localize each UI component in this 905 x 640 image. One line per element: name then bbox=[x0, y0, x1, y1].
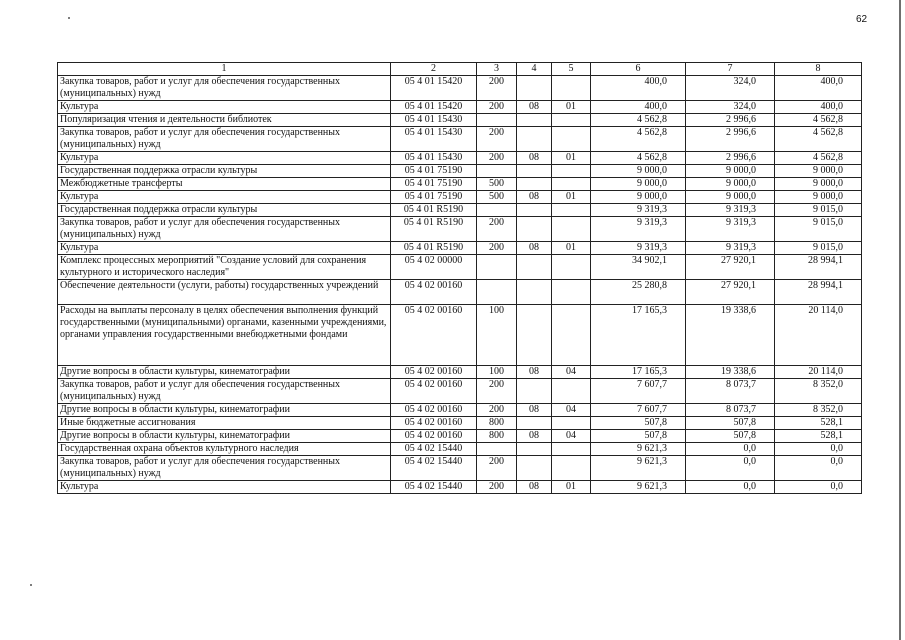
amount-cell: 25 280,8 bbox=[591, 280, 686, 305]
column-header: 1 bbox=[58, 63, 391, 76]
amount-cell: 4 562,8 bbox=[591, 114, 686, 127]
amount-cell: 9 000,0 bbox=[686, 191, 775, 204]
expense-type-cell bbox=[477, 255, 517, 280]
expense-type-cell bbox=[477, 114, 517, 127]
target-code-cell: 05 4 01 75190 bbox=[391, 191, 477, 204]
amount-cell: 2 996,6 bbox=[686, 152, 775, 165]
expense-type-cell: 200 bbox=[477, 404, 517, 417]
row-name-cell: Другие вопросы в области культуры, кинематографии bbox=[58, 430, 391, 443]
page-number: 62 bbox=[856, 14, 868, 25]
amount-cell: 0,0 bbox=[686, 443, 775, 456]
amount-cell: 0,0 bbox=[686, 456, 775, 481]
section-cell bbox=[517, 178, 552, 191]
row-name-cell: Закупка товаров, работ и услуг для обеспечения государственных (муниципальных) нужд bbox=[58, 76, 391, 101]
page-edge-line bbox=[899, 0, 901, 640]
table-row bbox=[58, 379, 862, 404]
expense-type-cell bbox=[477, 280, 517, 305]
amount-cell: 34 902,1 bbox=[591, 255, 686, 280]
amount-cell: 507,8 bbox=[686, 430, 775, 443]
amount-cell: 4 562,8 bbox=[775, 127, 862, 152]
amount-cell: 9 000,0 bbox=[775, 191, 862, 204]
amount-cell: 7 607,7 bbox=[591, 379, 686, 404]
amount-cell: 9 000,0 bbox=[686, 178, 775, 191]
amount-cell: 8 352,0 bbox=[775, 404, 862, 417]
amount-cell: 8 073,7 bbox=[686, 404, 775, 417]
budget-table bbox=[57, 62, 862, 494]
section-cell bbox=[517, 204, 552, 217]
table-row bbox=[58, 305, 862, 366]
target-code-cell: 05 4 02 00160 bbox=[391, 430, 477, 443]
target-code-cell: 05 4 02 00160 bbox=[391, 404, 477, 417]
expense-type-cell: 200 bbox=[477, 217, 517, 242]
column-header: 3 bbox=[477, 63, 517, 76]
expense-type-cell bbox=[477, 204, 517, 217]
section-cell bbox=[517, 165, 552, 178]
expense-type-cell: 200 bbox=[477, 101, 517, 114]
section-cell: 08 bbox=[517, 191, 552, 204]
row-name-cell: Культура bbox=[58, 191, 391, 204]
subsection-cell bbox=[552, 165, 591, 178]
amount-cell: 28 994,1 bbox=[775, 280, 862, 305]
amount-cell: 9 319,3 bbox=[686, 204, 775, 217]
amount-cell: 9 000,0 bbox=[591, 165, 686, 178]
section-cell bbox=[517, 217, 552, 242]
expense-type-cell bbox=[477, 165, 517, 178]
subsection-cell bbox=[552, 379, 591, 404]
amount-cell: 0,0 bbox=[775, 443, 862, 456]
section-cell bbox=[517, 305, 552, 366]
amount-cell: 9 000,0 bbox=[775, 165, 862, 178]
amount-cell: 0,0 bbox=[686, 481, 775, 494]
section-cell: 08 bbox=[517, 152, 552, 165]
amount-cell: 9 015,0 bbox=[775, 217, 862, 242]
amount-cell: 27 920,1 bbox=[686, 280, 775, 305]
section-cell: 08 bbox=[517, 242, 552, 255]
target-code-cell: 05 4 02 15440 bbox=[391, 481, 477, 494]
target-code-cell: 05 4 01 75190 bbox=[391, 178, 477, 191]
expense-type-cell: 500 bbox=[477, 191, 517, 204]
table-row bbox=[58, 430, 862, 443]
amount-cell: 9 015,0 bbox=[775, 242, 862, 255]
row-name-cell: Культура bbox=[58, 481, 391, 494]
table-row bbox=[58, 366, 862, 379]
header-row bbox=[58, 63, 862, 76]
section-cell bbox=[517, 114, 552, 127]
table-row bbox=[58, 76, 862, 101]
section-cell bbox=[517, 280, 552, 305]
target-code-cell: 05 4 01 15430 bbox=[391, 152, 477, 165]
row-name-cell: Другие вопросы в области культуры, кинематографии bbox=[58, 366, 391, 379]
table-row bbox=[58, 101, 862, 114]
row-name-cell: Закупка товаров, работ и услуг для обеспечения государственных (муниципальных) нужд bbox=[58, 379, 391, 404]
section-cell: 08 bbox=[517, 101, 552, 114]
amount-cell: 20 114,0 bbox=[775, 305, 862, 366]
table-row bbox=[58, 280, 862, 305]
amount-cell: 2 996,6 bbox=[686, 114, 775, 127]
table-row bbox=[58, 204, 862, 217]
table-row bbox=[58, 242, 862, 255]
target-code-cell: 05 4 02 00160 bbox=[391, 280, 477, 305]
amount-cell: 0,0 bbox=[775, 456, 862, 481]
amount-cell: 9 319,3 bbox=[686, 242, 775, 255]
expense-type-cell: 200 bbox=[477, 481, 517, 494]
row-name-cell: Государственная охрана объектов культурного наследия bbox=[58, 443, 391, 456]
column-header: 6 bbox=[591, 63, 686, 76]
section-cell bbox=[517, 127, 552, 152]
target-code-cell: 05 4 02 00160 bbox=[391, 379, 477, 404]
amount-cell: 9 621,3 bbox=[591, 481, 686, 494]
amount-cell: 400,0 bbox=[775, 101, 862, 114]
section-cell bbox=[517, 255, 552, 280]
section-cell: 08 bbox=[517, 430, 552, 443]
table-row bbox=[58, 456, 862, 481]
amount-cell: 507,8 bbox=[686, 417, 775, 430]
target-code-cell: 05 4 01 R5190 bbox=[391, 204, 477, 217]
expense-type-cell: 200 bbox=[477, 127, 517, 152]
row-name-cell: Закупка товаров, работ и услуг для обеспечения государственных (муниципальных) нужд bbox=[58, 127, 391, 152]
expense-type-cell: 200 bbox=[477, 76, 517, 101]
scan-speck bbox=[68, 17, 70, 19]
amount-cell: 507,8 bbox=[591, 417, 686, 430]
amount-cell: 9 015,0 bbox=[775, 204, 862, 217]
table-row bbox=[58, 191, 862, 204]
table-row bbox=[58, 165, 862, 178]
subsection-cell: 04 bbox=[552, 430, 591, 443]
target-code-cell: 05 4 01 15430 bbox=[391, 114, 477, 127]
amount-cell: 9 000,0 bbox=[591, 191, 686, 204]
column-header: 4 bbox=[517, 63, 552, 76]
subsection-cell: 01 bbox=[552, 242, 591, 255]
amount-cell: 20 114,0 bbox=[775, 366, 862, 379]
subsection-cell: 01 bbox=[552, 101, 591, 114]
subsection-cell: 01 bbox=[552, 481, 591, 494]
amount-cell: 8 073,7 bbox=[686, 379, 775, 404]
amount-cell: 9 319,3 bbox=[686, 217, 775, 242]
subsection-cell: 04 bbox=[552, 404, 591, 417]
expense-type-cell: 200 bbox=[477, 242, 517, 255]
target-code-cell: 05 4 02 00160 bbox=[391, 366, 477, 379]
target-code-cell: 05 4 01 15420 bbox=[391, 76, 477, 101]
subsection-cell bbox=[552, 114, 591, 127]
amount-cell: 0,0 bbox=[775, 481, 862, 494]
amount-cell: 400,0 bbox=[591, 101, 686, 114]
subsection-cell bbox=[552, 280, 591, 305]
table-row bbox=[58, 481, 862, 494]
row-name-cell: Комплекс процессных мероприятий "Создание условий для сохранения культурного и исторического наследия" bbox=[58, 255, 391, 280]
target-code-cell: 05 4 01 15420 bbox=[391, 101, 477, 114]
table-row bbox=[58, 127, 862, 152]
amount-cell: 4 562,8 bbox=[591, 152, 686, 165]
row-name-cell: Государственная поддержка отрасли культуры bbox=[58, 204, 391, 217]
amount-cell: 400,0 bbox=[775, 76, 862, 101]
expense-type-cell: 100 bbox=[477, 366, 517, 379]
subsection-cell bbox=[552, 76, 591, 101]
row-name-cell: Межбюджетные трансферты bbox=[58, 178, 391, 191]
section-cell: 08 bbox=[517, 404, 552, 417]
amount-cell: 528,1 bbox=[775, 430, 862, 443]
section-cell: 08 bbox=[517, 481, 552, 494]
row-name-cell: Расходы на выплаты персоналу в целях обеспечения выполнения функций государственными (муниципальными) органами, казенными учреждениями, органами управления государственными внебюджетными фондами bbox=[58, 305, 391, 366]
amount-cell: 324,0 bbox=[686, 76, 775, 101]
row-name-cell: Другие вопросы в области культуры, кинематографии bbox=[58, 404, 391, 417]
expense-type-cell: 200 bbox=[477, 152, 517, 165]
amount-cell: 7 607,7 bbox=[591, 404, 686, 417]
amount-cell: 9 000,0 bbox=[591, 178, 686, 191]
table-row bbox=[58, 404, 862, 417]
subsection-cell bbox=[552, 217, 591, 242]
target-code-cell: 05 4 02 15440 bbox=[391, 456, 477, 481]
expense-type-cell: 200 bbox=[477, 456, 517, 481]
amount-cell: 9 000,0 bbox=[686, 165, 775, 178]
amount-cell: 4 562,8 bbox=[775, 114, 862, 127]
amount-cell: 528,1 bbox=[775, 417, 862, 430]
amount-cell: 19 338,6 bbox=[686, 366, 775, 379]
amount-cell: 9 319,3 bbox=[591, 242, 686, 255]
table-row bbox=[58, 217, 862, 242]
row-name-cell: Обеспечение деятельности (услуги, работы) государственных учреждений bbox=[58, 280, 391, 305]
row-name-cell: Культура bbox=[58, 242, 391, 255]
amount-cell: 28 994,1 bbox=[775, 255, 862, 280]
section-cell: 08 bbox=[517, 366, 552, 379]
row-name-cell: Закупка товаров, работ и услуг для обеспечения государственных (муниципальных) нужд bbox=[58, 456, 391, 481]
subsection-cell bbox=[552, 456, 591, 481]
amount-cell: 9 319,3 bbox=[591, 217, 686, 242]
amount-cell: 17 165,3 bbox=[591, 305, 686, 366]
subsection-cell: 01 bbox=[552, 191, 591, 204]
amount-cell: 400,0 bbox=[591, 76, 686, 101]
amount-cell: 19 338,6 bbox=[686, 305, 775, 366]
expense-type-cell: 800 bbox=[477, 430, 517, 443]
expense-type-cell: 500 bbox=[477, 178, 517, 191]
expense-type-cell: 200 bbox=[477, 379, 517, 404]
row-name-cell: Иные бюджетные ассигнования bbox=[58, 417, 391, 430]
section-cell bbox=[517, 456, 552, 481]
subsection-cell bbox=[552, 417, 591, 430]
table-row bbox=[58, 255, 862, 280]
amount-cell: 4 562,8 bbox=[775, 152, 862, 165]
amount-cell: 507,8 bbox=[591, 430, 686, 443]
table-row bbox=[58, 417, 862, 430]
target-code-cell: 05 4 01 75190 bbox=[391, 165, 477, 178]
column-header: 8 bbox=[775, 63, 862, 76]
expense-type-cell bbox=[477, 443, 517, 456]
amount-cell: 324,0 bbox=[686, 101, 775, 114]
table-row bbox=[58, 443, 862, 456]
target-code-cell: 05 4 01 15430 bbox=[391, 127, 477, 152]
amount-cell: 17 165,3 bbox=[591, 366, 686, 379]
row-name-cell: Закупка товаров, работ и услуг для обеспечения государственных (муниципальных) нужд bbox=[58, 217, 391, 242]
subsection-cell bbox=[552, 255, 591, 280]
column-header: 7 bbox=[686, 63, 775, 76]
subsection-cell: 04 bbox=[552, 366, 591, 379]
column-header: 5 bbox=[552, 63, 591, 76]
column-header: 2 bbox=[391, 63, 477, 76]
section-cell bbox=[517, 76, 552, 101]
subsection-cell bbox=[552, 127, 591, 152]
table-row bbox=[58, 152, 862, 165]
table-row bbox=[58, 178, 862, 191]
row-name-cell: Культура bbox=[58, 101, 391, 114]
target-code-cell: 05 4 02 15440 bbox=[391, 443, 477, 456]
table-row bbox=[58, 114, 862, 127]
scan-speck bbox=[30, 584, 32, 586]
row-name-cell: Культура bbox=[58, 152, 391, 165]
amount-cell: 27 920,1 bbox=[686, 255, 775, 280]
section-cell bbox=[517, 417, 552, 430]
target-code-cell: 05 4 01 R5190 bbox=[391, 242, 477, 255]
target-code-cell: 05 4 02 00160 bbox=[391, 417, 477, 430]
row-name-cell: Популяризация чтения и деятельности библиотек bbox=[58, 114, 391, 127]
expense-type-cell: 100 bbox=[477, 305, 517, 366]
subsection-cell: 01 bbox=[552, 152, 591, 165]
section-cell bbox=[517, 379, 552, 404]
amount-cell: 9 621,3 bbox=[591, 443, 686, 456]
subsection-cell bbox=[552, 178, 591, 191]
expense-type-cell: 800 bbox=[477, 417, 517, 430]
amount-cell: 2 996,6 bbox=[686, 127, 775, 152]
amount-cell: 8 352,0 bbox=[775, 379, 862, 404]
section-cell bbox=[517, 443, 552, 456]
subsection-cell bbox=[552, 305, 591, 366]
amount-cell: 9 621,3 bbox=[591, 456, 686, 481]
target-code-cell: 05 4 01 R5190 bbox=[391, 217, 477, 242]
amount-cell: 9 319,3 bbox=[591, 204, 686, 217]
subsection-cell bbox=[552, 443, 591, 456]
row-name-cell: Государственная поддержка отрасли культуры bbox=[58, 165, 391, 178]
subsection-cell bbox=[552, 204, 591, 217]
amount-cell: 4 562,8 bbox=[591, 127, 686, 152]
target-code-cell: 05 4 02 00000 bbox=[391, 255, 477, 280]
amount-cell: 9 000,0 bbox=[775, 178, 862, 191]
target-code-cell: 05 4 02 00160 bbox=[391, 305, 477, 366]
